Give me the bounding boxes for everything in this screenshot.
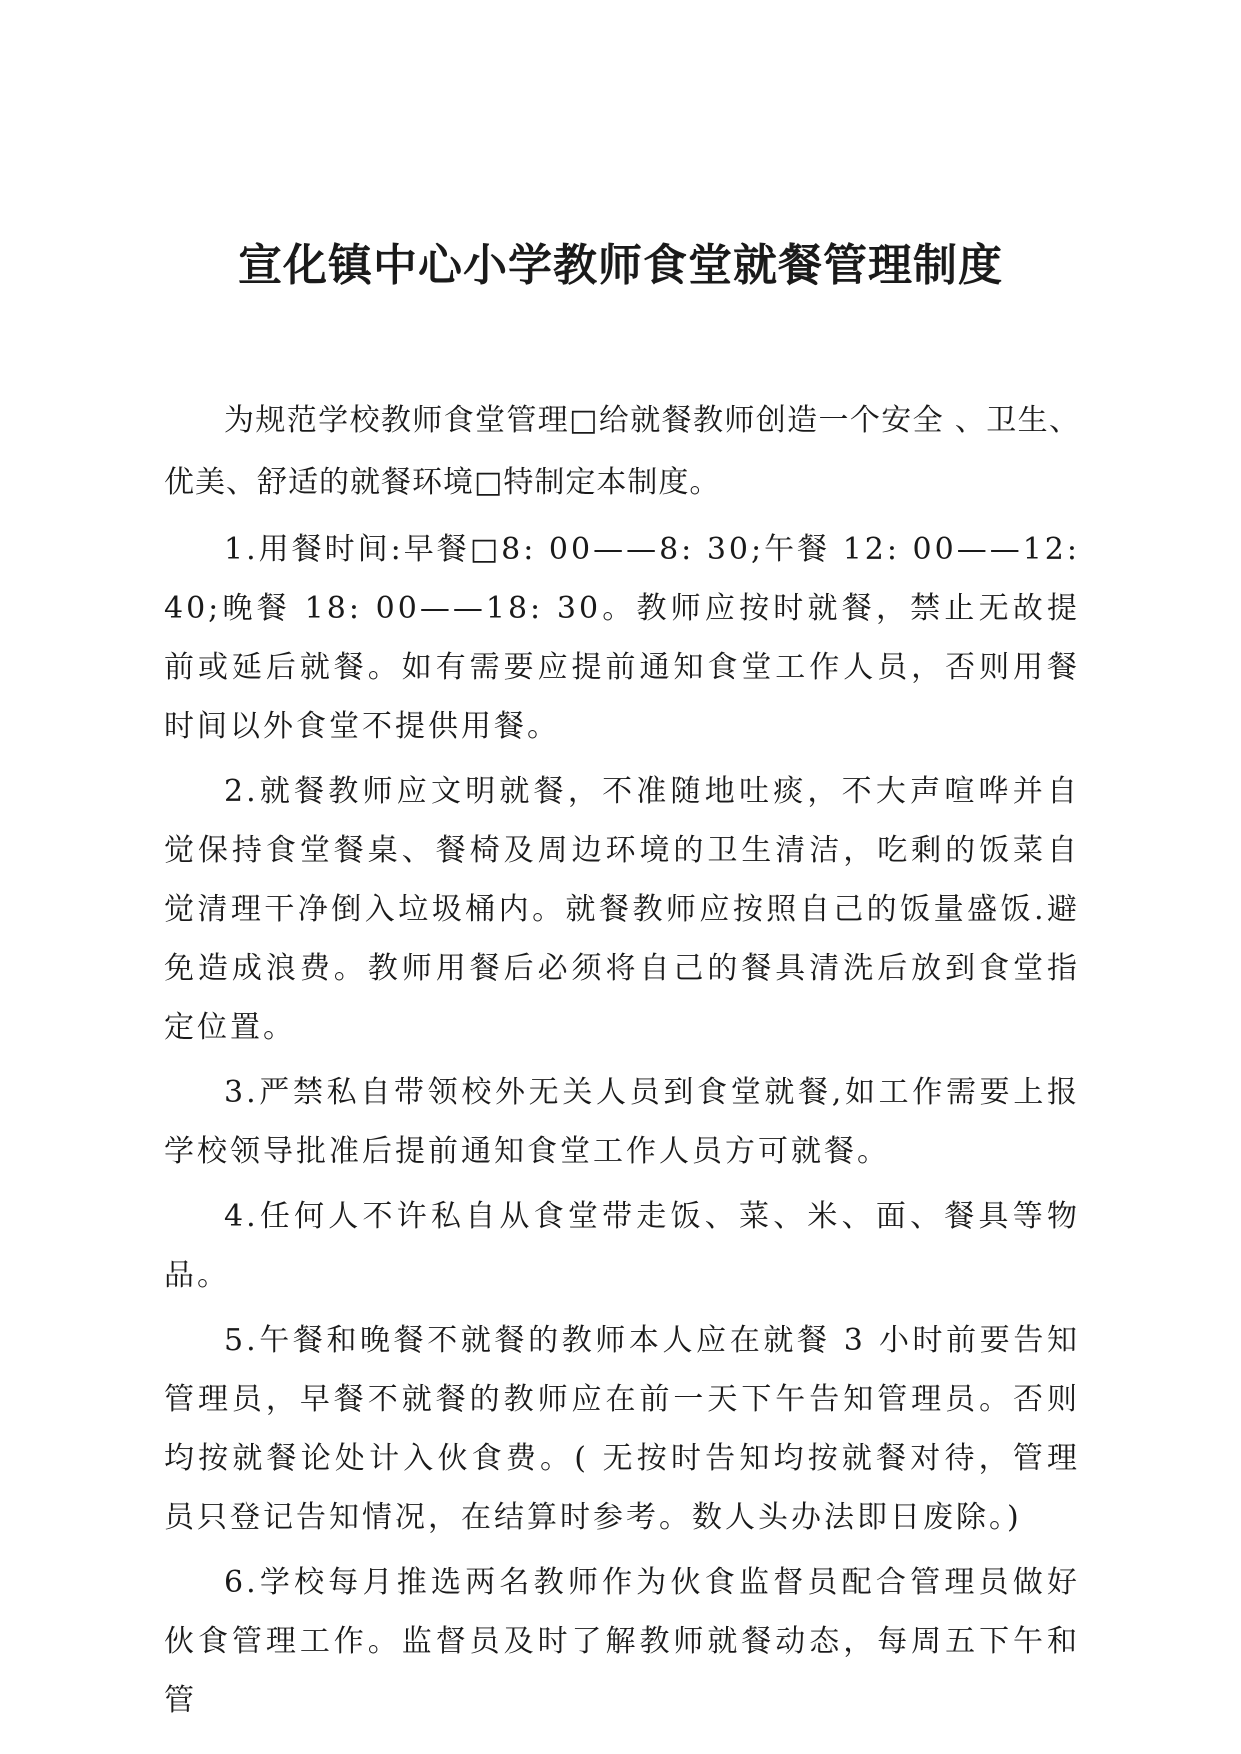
rule-paragraph-5: 5.午餐和晚餐不就餐的教师本人应在就餐 3 小时前要告知管理员，早餐不就餐的教师应在前一天下午告知管理员。否则均按就餐论处计入伙食费。( 无按时告知均按就餐对待，管理员只登记告知情况，在结算时参考。数人头办法即日废除。): [164, 1323, 1080, 1535]
document-title: 宣化镇中心小学教师食堂就餐管理制度: [238, 240, 1003, 291]
rule-paragraph-2: 2.就餐教师应文明就餐，不准随地吐痰，不大声喧哗并自觉保持食堂餐桌、餐椅及周边环境的卫生清洁，吃剩的饭菜自觉清理干净倒入垃圾桶内。就餐教师应按照自己的饭量盛饭.避免造成浪费。教师用餐后必须将自己的餐具清洗后放到食堂指定位置。: [164, 774, 1080, 1045]
rule-paragraph-3: 3.严禁私自带领校外无关人员到食堂就餐,如工作需要上报学校领导批准后提前通知食堂工作人员方可就餐。: [164, 1075, 1080, 1169]
document-body: [164, 390, 1080, 1730]
rule-paragraph-1: 1.用餐时间:早餐□8: 00——8: 30;午餐 12: 00——12: 40;晚餐 18: 00——18: 30。教师应按时就餐，禁止无故提前或延后就餐。如有需要应提前通知食堂工作人员，否则用餐时间以外食堂不提供用餐。: [164, 532, 1080, 744]
rule-paragraph-4: 4.任何人不许私自从食堂带走饭、菜、米、面、餐具等物品。: [164, 1199, 1080, 1293]
rule-paragraph-6: 6.学校每月推选两名教师作为伙食监督员配合管理员做好伙食管理工作。监督员及时了解教师就餐动态，每周五下午和管: [164, 1565, 1080, 1718]
intro-paragraph: 为规范学校教师食堂管理□给就餐教师创造一个安全 、卫生、优美、舒适的就餐环境□特制定本制度。: [164, 403, 1080, 500]
